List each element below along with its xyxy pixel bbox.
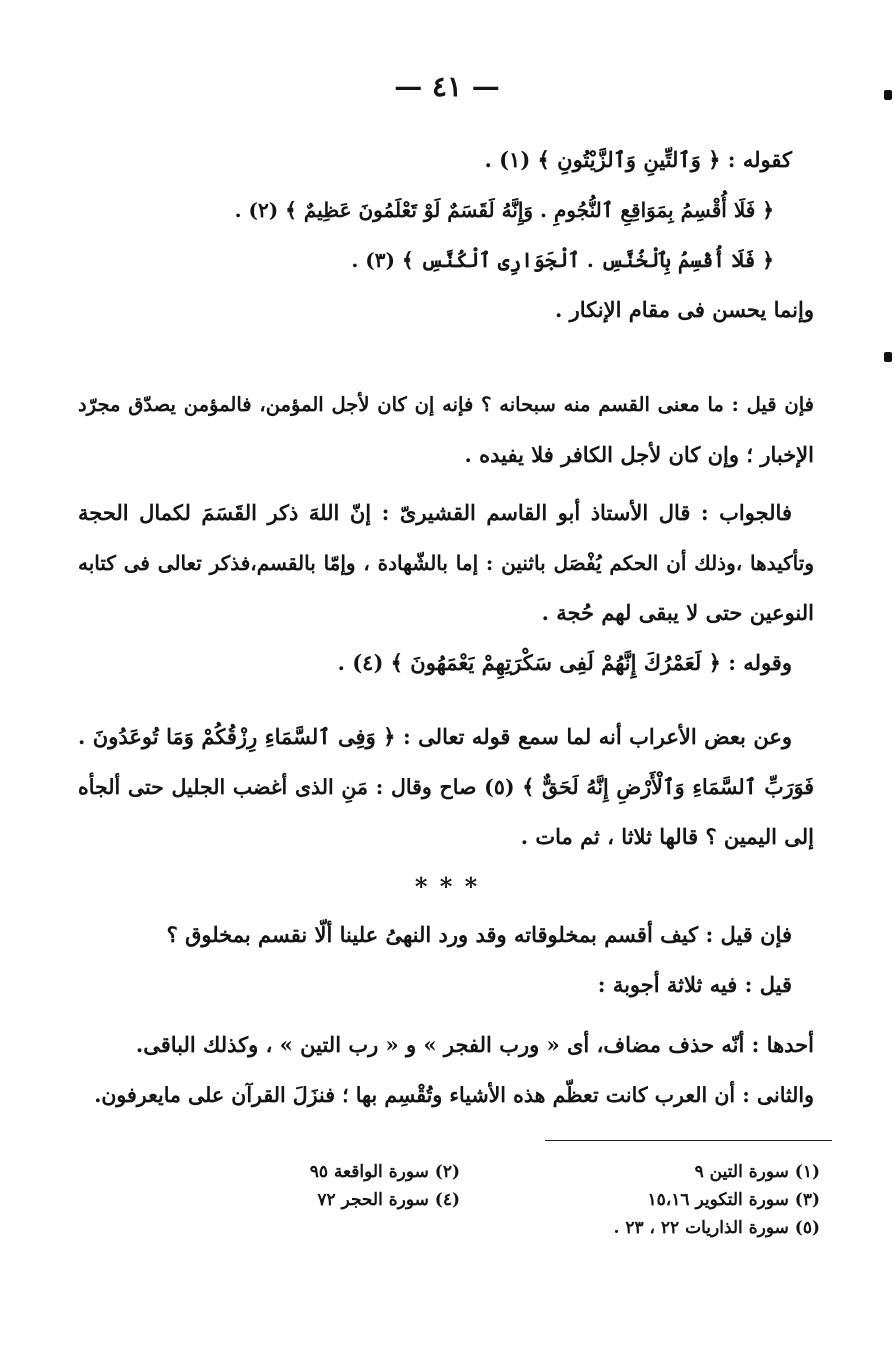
footnote-5: (٥) سورة الذاريات ٢٢ ، ٢٣ .	[613, 1218, 820, 1238]
margin-mark	[884, 90, 892, 100]
text-line-2: ﴿ فَلَا أُقْسِمُ بِمَوَاقِعِ ٱلنُّجُومِ . وَإِنَّهُ لَقَسَمٌ لَوْ تَعْلَمُونَ عَظِيمٌ ﴾ (٢) .	[234, 198, 774, 222]
quran-examples-block	[78, 135, 814, 335]
text-line-3: ﴿ فَلَا أُقْسِمُ بِٱلْخُنَّسِ . ٱلْجَوَارِى ٱلْكُنَّسِ ﴾ (٣) .	[351, 248, 774, 272]
answer-paragraph	[78, 488, 814, 688]
question-paragraph	[78, 380, 814, 480]
page-number: — ٤١ —	[394, 70, 500, 103]
text-line-10: وقوله : ﴿ لَعَمْرُكَ إِنَّهُمْ لَفِى سَكْرَتِهِمْ يَعْمَهُونَ ﴾ (٤) .	[337, 650, 792, 675]
text-line-5: فإن قيل : ما معنى القسم منه سبحانه ؟ فإنه إن كان لأجل المؤمن، فالمؤمن يصدّق مجرّد	[78, 393, 814, 416]
footnote-row	[140, 1186, 820, 1214]
footnotes	[140, 1158, 820, 1242]
footnote-row	[140, 1214, 820, 1242]
margin-mark	[884, 352, 892, 362]
footnote-4: (٤) سورة الحجر ٧٢	[317, 1190, 460, 1210]
text-line-4: وإنما يحسن فى مقام الإنكار .	[555, 297, 814, 322]
text-line-9: النوعين حتى لا يبقى لهم حُجة .	[541, 600, 814, 625]
text-line-7: فالجواب : قال الأستاذ أبو القاسم القشيرىّ : إنّ اللهَ ذكر القَسَمَ لكمال الحجة	[78, 500, 792, 525]
text-line-1: كقوله : ﴿ وَٱلتِّينِ وَٱلزَّيْتُونِ ﴾ (١) .	[484, 147, 792, 172]
text-line-11: وعن بعض الأعراب أنه لما سمع قوله تعالى : ﴿ وَفِى ٱلسَّمَاءِ رِزْقُكُمْ وَمَا تُوعَدُونَ .	[78, 724, 792, 749]
footnote-1: (١) سورة التين ٩	[694, 1162, 820, 1182]
text-line-6: الإخبار ؛ وإن كان لأجل الكافر فلا يفيده .	[464, 442, 814, 467]
bedouin-story-paragraph	[78, 712, 814, 862]
footnote-2: (٢) سورة الواقعة ٩٥	[309, 1162, 460, 1182]
text-line-15: قيل : فيه ثلاثة أجوبة :	[597, 972, 792, 997]
second-question-block	[78, 910, 814, 1120]
text-line-17: والثانى : أن العرب كانت تعظّم هذه الأشياء وتُقْسِم بها ؛ فنزَلَ القرآن على مايعرفون.	[94, 1083, 814, 1107]
footnote-rule	[545, 1140, 832, 1141]
footnote-3: (٣) سورة التكوير ١٥،١٦	[647, 1190, 820, 1210]
text-line-12: فَوَرَبِّ ٱلسَّمَاءِ وَٱلْأَرْضِ إِنَّهُ لَحَقٌّ ﴾ (٥) صاح وقال : مَنِ الذى أغضب الجليل حتى ألجأه	[78, 775, 814, 799]
section-separator: * * *	[414, 872, 480, 901]
footnote-row	[140, 1158, 820, 1186]
text-line-13: إلى اليمين ؟ قالها ثلاثا ، ثم مات .	[520, 824, 814, 849]
text-line-16: أحدها : أنّه حذف مضاف، أى « ورب الفجر » و « رب التين » ، وكذلك الباقى.	[135, 1032, 814, 1057]
text-line-8: وتأكيدها ،وذلك أن الحكم يُفْصَل باثنين : إما بالشّهادة ، وإمّا بالقسم،فذكر تعالى فى كتابه	[78, 551, 814, 575]
text-line-14: فإن قيل : كيف أقسم بمخلوقاته وقد ورد النهىُ علينا ألّا نقسم بمخلوق ؟	[166, 922, 792, 947]
